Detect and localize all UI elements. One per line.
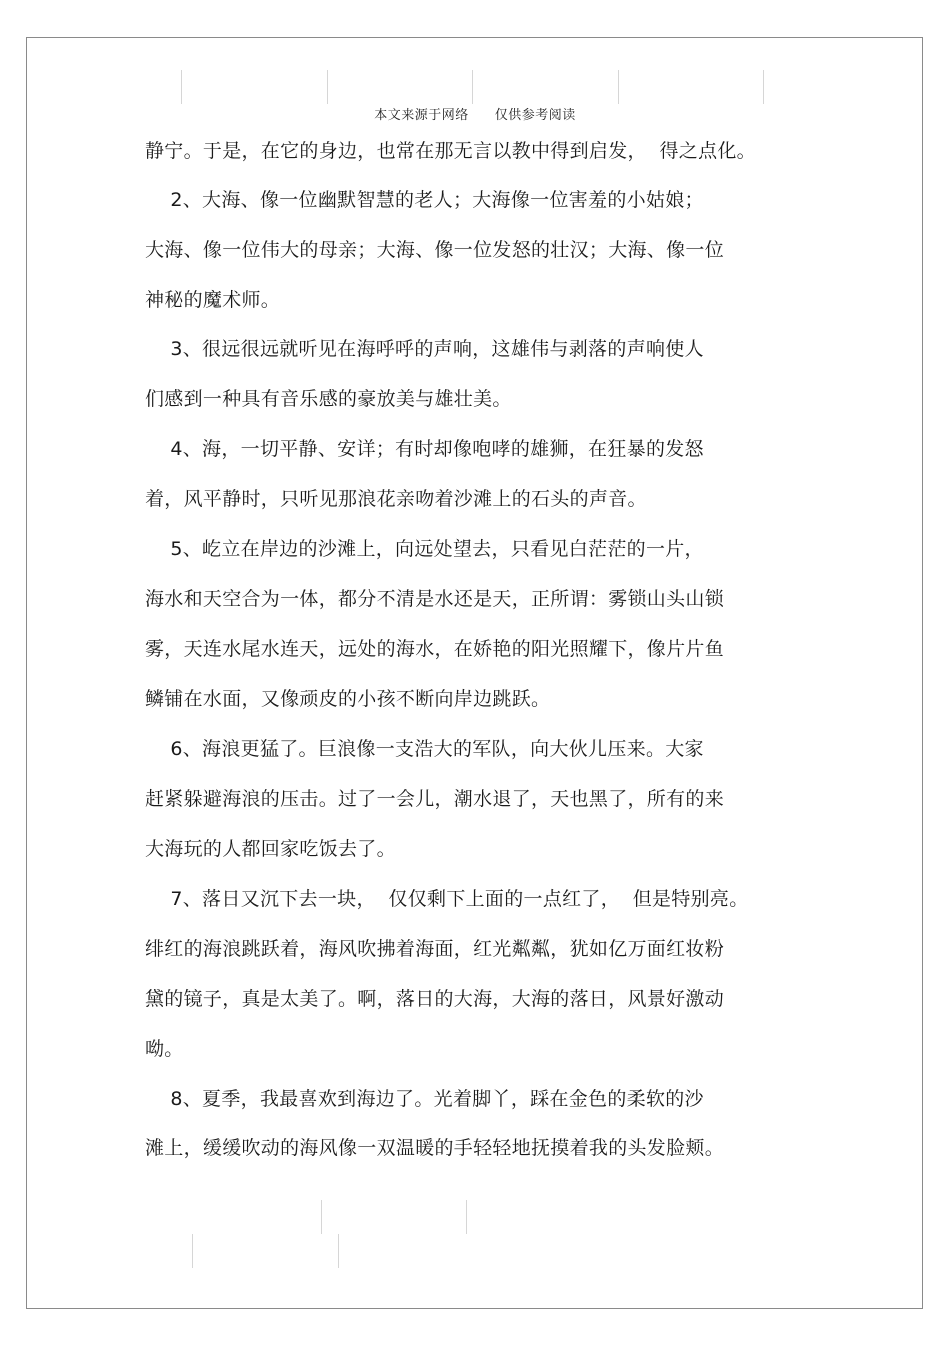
text-line: 6、海浪更猛了。巨浪像一支浩大的军队，向大伙儿压来。大家 [145, 738, 704, 760]
bottom-tick-mark [466, 1200, 467, 1234]
top-tick-mark [763, 70, 764, 104]
text-line: 大海、像一位伟大的母亲；大海、像一位发怒的壮汉；大海、像一位 [145, 239, 725, 261]
top-tick-mark [181, 70, 182, 104]
text-line: 着，风平静时，只听见那浪花亲吻着沙滩上的石头的声音。 [145, 488, 647, 510]
text-line: 7、落日又沉下去一块， 仅仅剩下上面的一点红了， 但是特别亮。 [145, 888, 749, 910]
text-line: 绯红的海浪跳跃着，海风吹拂着海面，红光粼粼，犹如亿万面红妆粉 [145, 938, 725, 960]
source-note: 本文来源于网络 [374, 108, 469, 123]
text-line: 8、夏季，我最喜欢到海边了。光着脚丫，踩在金色的柔软的沙 [145, 1088, 704, 1110]
text-line: 雾，天连水尾水连天，远处的海水，在娇艳的阳光照耀下，像片片鱼 [145, 638, 725, 660]
header-note [0, 104, 950, 123]
text-line: 们感到一种具有音乐感的豪放美与雄壮美。 [145, 388, 512, 410]
text-line: 鳞铺在水面，又像顽皮的小孩不断向岸边跳跃。 [145, 688, 551, 710]
text-line: 滩上，缓缓吹动的海风像一双温暖的手轻轻地抚摸着我的头发脸颊。 [145, 1137, 725, 1159]
text-line: 5、屹立在岸边的沙滩上，向远处望去，只看见白茫茫的一片， [145, 538, 704, 560]
text-line: 静宁。于是，在它的身边，也常在那无言以教中得到启发， 得之点化。 [145, 140, 756, 162]
top-tick-mark [472, 70, 473, 104]
top-tick-mark [618, 70, 619, 104]
text-line: 4、海，一切平静、安详；有时却像咆哮的雄狮，在狂暴的发怒 [145, 438, 704, 460]
text-line: 海水和天空合为一体，都分不清是水还是天，正所谓：雾锁山头山锁 [145, 588, 725, 610]
page-frame [26, 37, 923, 1309]
top-tick-mark [327, 70, 328, 104]
bottom-tick-mark [338, 1234, 339, 1268]
text-line: 2、大海、像一位幽默智慧的老人；大海像一位害羞的小姑娘； [145, 189, 704, 211]
bottom-tick-mark [321, 1200, 322, 1234]
reference-note: 仅供参考阅读 [494, 108, 576, 123]
bottom-tick-mark [192, 1234, 193, 1268]
text-line: 赶紧躲避海浪的压击。过了一会儿，潮水退了，天也黑了，所有的来 [145, 788, 725, 810]
text-line: 黛的镜子，真是太美了。啊，落日的大海，大海的落日，风景好激动 [145, 988, 725, 1010]
text-line: 3、很远很远就听见在海呼呼的声响，这雄伟与剥落的声响使人 [145, 338, 704, 360]
text-line: 大海玩的人都回家吃饭去了。 [145, 838, 396, 860]
text-line: 呦。 [145, 1038, 184, 1060]
text-line: 神秘的魔术师。 [145, 289, 281, 311]
